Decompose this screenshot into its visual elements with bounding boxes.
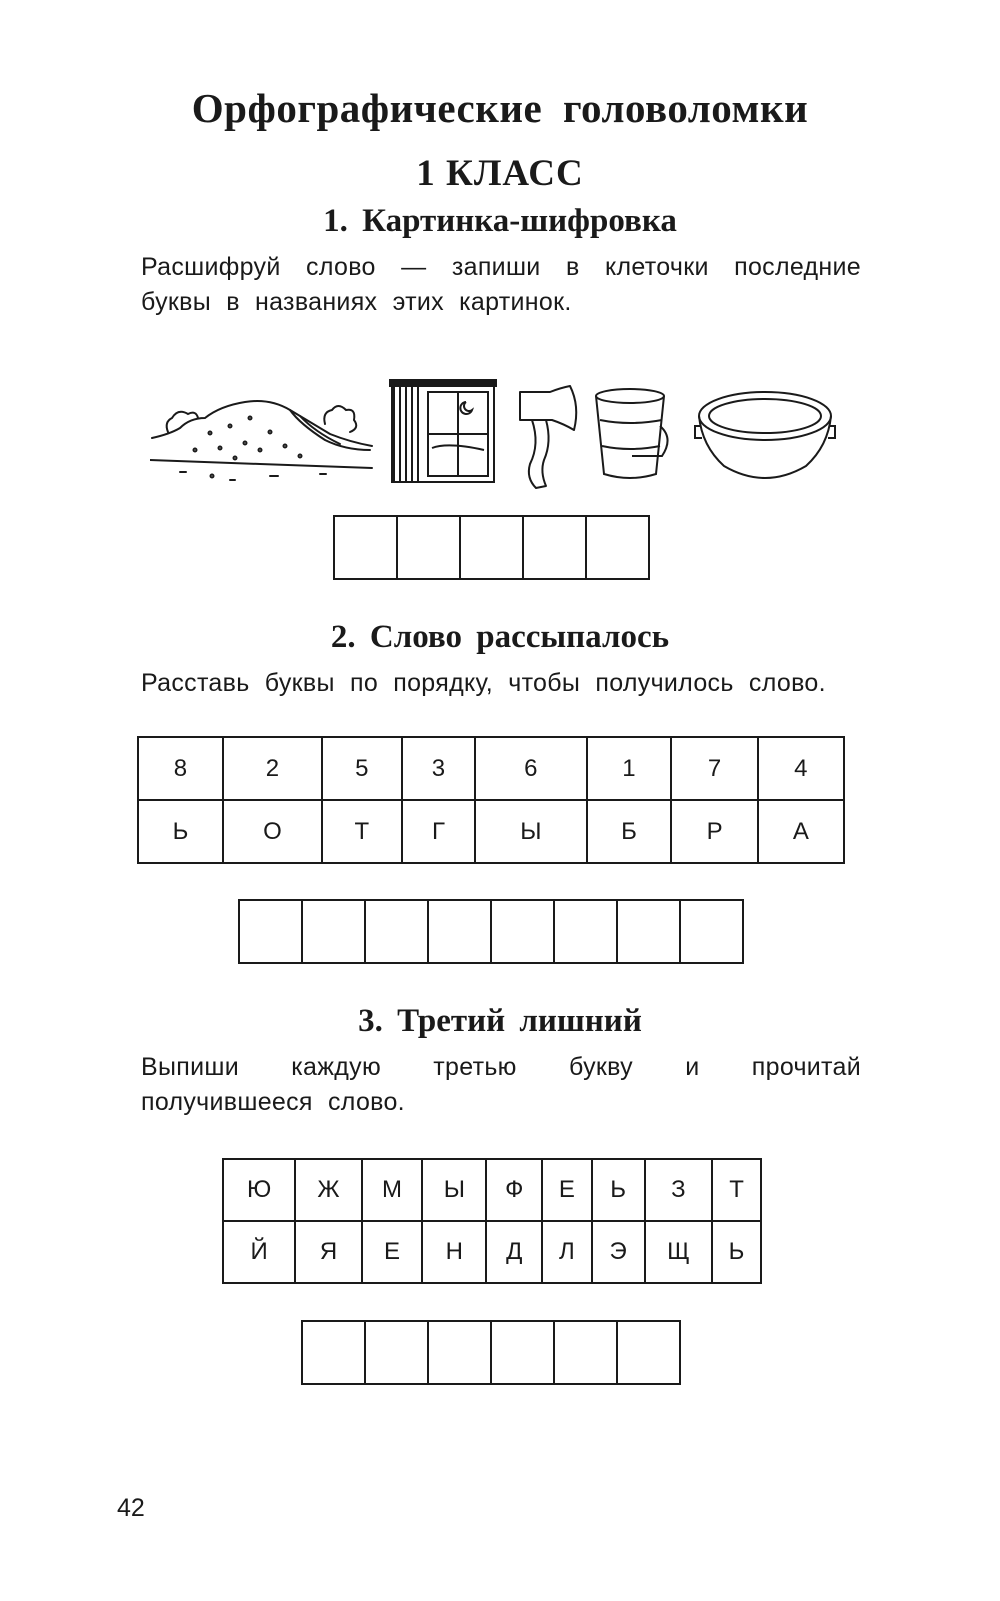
answer-cell[interactable] — [553, 1320, 618, 1385]
letter-cell: Ф — [486, 1159, 542, 1221]
letter-cell: З — [645, 1159, 712, 1221]
letter-cell: Б — [587, 800, 672, 863]
section3-title: 3. Третий лишний — [358, 1003, 642, 1039]
bucket-icon — [592, 386, 674, 482]
answer-cell[interactable] — [333, 515, 398, 580]
section1-instruction: Расшифруй слово — запиши в клеточки последние буквы в названиях этих картинок. — [141, 253, 861, 316]
letter-cell: Н — [422, 1221, 486, 1283]
scrambled-letters-table — [137, 736, 845, 864]
answer-cell[interactable] — [616, 899, 681, 964]
window-icon — [388, 378, 498, 486]
section3-instruction: Выпиши каждую третью букву и прочитай получившееся слово. — [141, 1053, 861, 1116]
answer-cell[interactable] — [490, 899, 555, 964]
letter-cell: М — [362, 1159, 423, 1221]
letter-cell: Ь — [712, 1221, 761, 1283]
answer-cell[interactable] — [364, 1320, 429, 1385]
answer-cell[interactable] — [459, 515, 524, 580]
letter-cell: Ж — [295, 1159, 362, 1221]
letter-grid-table — [222, 1158, 762, 1284]
number-cell: 3 — [402, 737, 476, 800]
letter-cell: Э — [592, 1221, 645, 1283]
letter-cell: Ю — [223, 1159, 295, 1221]
answer-cell[interactable] — [301, 899, 366, 964]
answer-cell[interactable] — [427, 1320, 492, 1385]
answer-cell[interactable] — [427, 899, 492, 964]
numbers-row — [138, 737, 844, 800]
number-cell: 7 — [671, 737, 757, 800]
number-cell: 4 — [758, 737, 844, 800]
section2-title: 2. Слово рассыпалось — [330, 619, 670, 655]
answer-cell[interactable] — [364, 899, 429, 964]
letter-cell: Ы — [422, 1159, 486, 1221]
basin-icon — [694, 386, 836, 486]
answer-cell[interactable] — [585, 515, 650, 580]
number-cell: 2 — [223, 737, 322, 800]
letter-cell: Е — [362, 1221, 423, 1283]
section2-answer-cells — [238, 899, 744, 964]
answer-cell[interactable] — [522, 515, 587, 580]
answer-cell[interactable] — [553, 899, 618, 964]
letter-cell: Г — [402, 800, 476, 863]
section1-title: 1. Картинка-шифровка — [323, 203, 677, 239]
letter-row-1 — [223, 1159, 761, 1221]
answer-cell[interactable] — [679, 899, 744, 964]
letter-cell: Ь — [138, 800, 223, 863]
hill-icon — [150, 388, 375, 488]
letter-cell: Е — [542, 1159, 592, 1221]
letter-cell: Ь — [592, 1159, 645, 1221]
answer-cell[interactable] — [301, 1320, 366, 1385]
letter-cell: Т — [322, 800, 402, 863]
page-number: 42 — [117, 1494, 145, 1522]
letter-cell: Ы — [475, 800, 586, 863]
letter-cell: Р — [671, 800, 757, 863]
letter-cell: Й — [223, 1221, 295, 1283]
section1-answer-cells — [333, 515, 650, 580]
letter-cell: Д — [486, 1221, 542, 1283]
section3-answer-cells — [301, 1320, 681, 1385]
grade-heading: 1 КЛАСС — [416, 153, 584, 194]
letters-row — [138, 800, 844, 863]
section2-instruction: Расставь буквы по порядку, чтобы получилось слово. — [141, 669, 826, 697]
number-cell: 6 — [475, 737, 586, 800]
letter-cell: Л — [542, 1221, 592, 1283]
letter-cell: Т — [712, 1159, 761, 1221]
letter-cell: А — [758, 800, 844, 863]
axe-icon — [512, 384, 584, 492]
letter-cell: Я — [295, 1221, 362, 1283]
answer-cell[interactable] — [238, 899, 303, 964]
letter-cell: О — [223, 800, 322, 863]
number-cell: 1 — [587, 737, 672, 800]
answer-cell[interactable] — [616, 1320, 681, 1385]
letter-row-2 — [223, 1221, 761, 1283]
answer-cell[interactable] — [396, 515, 461, 580]
number-cell: 5 — [322, 737, 402, 800]
answer-cell[interactable] — [490, 1320, 555, 1385]
letter-cell: Щ — [645, 1221, 712, 1283]
number-cell: 8 — [138, 737, 223, 800]
page-title: Орфографические головоломки — [191, 85, 809, 131]
